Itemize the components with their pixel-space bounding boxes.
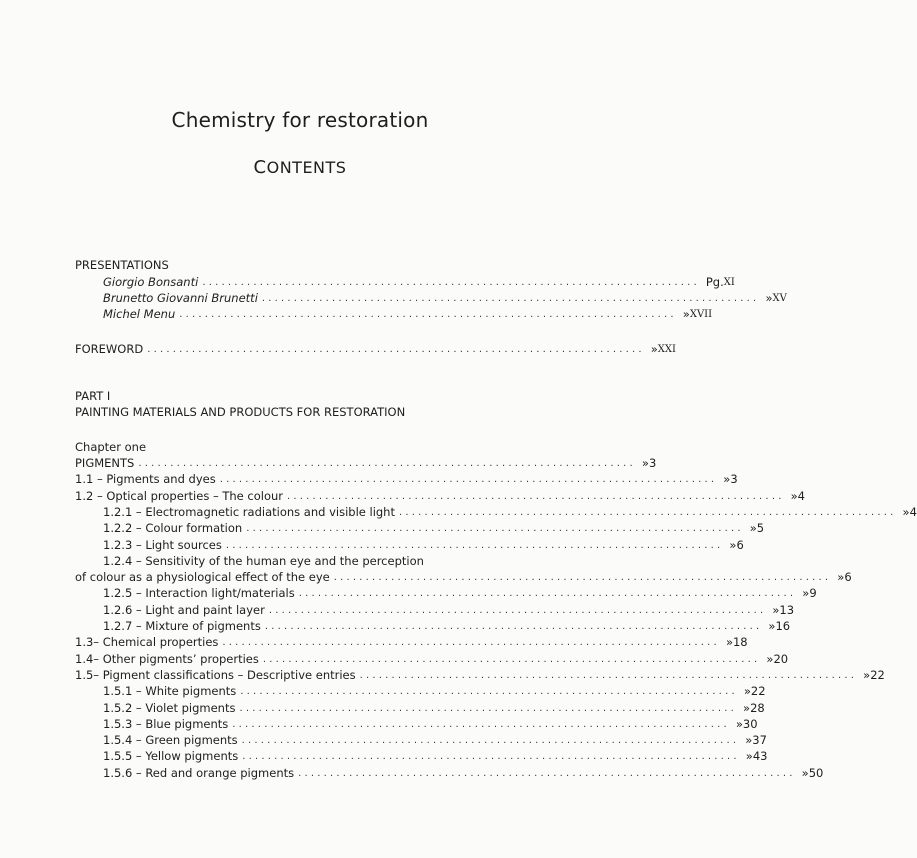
page-marker: » <box>863 668 871 682</box>
dot-leader: .............................................................................. <box>264 621 763 632</box>
toc-entry-page: 9 <box>809 586 817 600</box>
toc-entry-label: 1.5.1 – White pigments <box>103 684 237 698</box>
toc-entry-label: FOREWORD <box>75 342 144 356</box>
contents-heading <box>0 157 600 178</box>
toc-entry-page: 4 <box>797 489 805 503</box>
toc-entry-label: 1.5.3 – Blue pigments <box>103 717 229 731</box>
chapter-label: Chapter one <box>75 440 147 454</box>
dot-leader: .............................................................................. <box>147 344 645 355</box>
page-marker: » <box>766 652 774 666</box>
toc-entry-label: 1.2.1 – Electromagnetic radiations and visible light <box>103 505 395 519</box>
toc-row[interactable] <box>103 521 765 536</box>
toc-row[interactable] <box>75 489 805 504</box>
toc-entry-page: 22 <box>750 684 766 698</box>
dot-leader: .............................................................................. <box>232 719 730 730</box>
toc-entry-label: 1.3– Chemical properties <box>75 635 219 649</box>
toc-row[interactable] <box>75 570 852 585</box>
toc-entry-label: 1.2.6 – Light and paint layer <box>103 603 265 617</box>
toc-row[interactable] <box>103 749 768 764</box>
toc-entry-label: 1.5– Pigment classifications – Descriptive entries <box>75 668 356 682</box>
toc-row[interactable] <box>103 766 824 781</box>
toc-entry-page: 22 <box>870 668 885 682</box>
toc-entry-page: 6 <box>736 538 744 552</box>
dot-leader: .............................................................................. <box>222 637 720 648</box>
toc-entry-page: XXI <box>657 344 676 355</box>
toc-row[interactable] <box>103 619 791 634</box>
toc-entry-page: XI <box>723 277 735 288</box>
page-marker: » <box>768 619 776 633</box>
toc-entry-label: 1.2 – Optical properties – The colour <box>75 489 284 503</box>
page-marker: » <box>745 733 753 747</box>
toc-entry-page: 16 <box>775 619 791 633</box>
page-marker: » <box>745 749 753 763</box>
toc-row[interactable] <box>103 554 523 569</box>
toc-entry-label: 1.5.5 – Yellow pigments <box>103 749 239 763</box>
page-marker: Pg. <box>705 275 724 289</box>
dot-leader: .............................................................................. <box>246 523 744 534</box>
toc-entry-page: 6 <box>844 570 852 584</box>
toc-entry-page: 13 <box>779 603 795 617</box>
toc-entry-label: 1.5.6 – Red and orange pigments <box>103 766 295 780</box>
page-marker: » <box>735 717 743 731</box>
page-marker: » <box>743 701 751 715</box>
toc-row[interactable] <box>103 538 744 553</box>
toc-row-foreword[interactable] <box>75 342 676 357</box>
toc-entry-page: XVII <box>689 309 713 320</box>
page-marker: » <box>801 766 809 780</box>
page-marker: » <box>743 684 751 698</box>
toc-row[interactable] <box>75 635 748 650</box>
toc-row[interactable] <box>103 603 795 618</box>
page-marker: » <box>723 472 731 486</box>
toc-entry-page: 5 <box>756 521 765 535</box>
dot-leader: .............................................................................. <box>241 735 740 746</box>
page-marker: » <box>641 456 649 470</box>
toc-row-presentation-2[interactable] <box>103 291 787 306</box>
dot-leader: .............................................................................. <box>298 768 796 779</box>
dot-leader: .............................................................................. <box>138 458 636 469</box>
dot-leader: .............................................................................. <box>262 654 761 665</box>
toc-entry-page: 20 <box>773 652 789 666</box>
toc-entry-page: XV <box>772 293 787 304</box>
toc-row[interactable] <box>75 472 738 487</box>
dot-leader: .............................................................................. <box>287 491 785 502</box>
toc-entry-label: Michel Menu <box>103 307 176 321</box>
toc-entry-label: 1.2.5 – Interaction light/materials <box>103 586 295 600</box>
toc-entry-page: 3 <box>730 472 738 486</box>
dot-leader: .............................................................................. <box>219 474 718 485</box>
toc-entry-page: 28 <box>750 701 765 715</box>
dot-leader: .............................................................................. <box>239 703 738 714</box>
page-marker: » <box>749 521 757 535</box>
toc-row[interactable] <box>75 652 789 667</box>
toc-row[interactable] <box>75 668 885 683</box>
page-marker: » <box>729 538 737 552</box>
page-marker: » <box>837 570 845 584</box>
toc-entry-label: Giorgio Bonsanti <box>103 275 199 289</box>
toc-row[interactable] <box>103 701 765 716</box>
page-title: Chemistry for restoration <box>171 108 429 132</box>
dot-leader: .............................................................................. <box>333 572 832 583</box>
toc-entry-label: 1.2.3 – Light sources <box>103 538 222 552</box>
dot-leader: .............................................................................. <box>261 293 760 304</box>
toc-entry-label: PIGMENTS <box>75 456 135 470</box>
part-title: PAINTING MATERIALS AND PRODUCTS FOR RESTORATION <box>75 405 406 419</box>
toc-entry-page: 3 <box>648 456 657 470</box>
page-marker: » <box>772 603 780 617</box>
page-marker: » <box>650 342 658 356</box>
page-marker: » <box>765 291 773 305</box>
toc-entry-page: 50 <box>808 766 824 780</box>
page-marker: » <box>802 586 810 600</box>
toc-entry-label: 1.5.4 – Green pigments <box>103 733 238 747</box>
contents-heading-initial: C <box>253 157 267 178</box>
toc-entry-label: 1.4– Other pigments’ properties <box>75 652 259 666</box>
toc-entry-label: 1.5.2 – Violet pigments <box>103 701 236 715</box>
dot-leader: .............................................................................. <box>398 507 897 518</box>
toc-entry-page: 43 <box>752 749 768 763</box>
page-marker: » <box>902 505 910 519</box>
toc-entry-page: 37 <box>752 733 767 747</box>
toc-entry-page: 18 <box>732 635 748 649</box>
toc-row[interactable] <box>75 456 657 471</box>
toc-entry-label: 1.1 – Pigments and dyes <box>75 472 216 486</box>
page-marker: » <box>790 489 798 503</box>
page-marker: » <box>682 307 690 321</box>
dot-leader: .............................................................................. <box>242 751 740 762</box>
toc-row[interactable] <box>103 586 817 601</box>
dot-leader: .............................................................................. <box>179 309 677 320</box>
toc-row[interactable] <box>103 733 767 748</box>
toc-row-presentation-3[interactable] <box>103 307 713 322</box>
toc-row[interactable] <box>103 684 766 699</box>
toc-row[interactable] <box>103 505 917 520</box>
toc-entry-page: 30 <box>742 717 758 731</box>
dot-leader: .............................................................................. <box>225 540 724 551</box>
toc-row-presentation-1[interactable] <box>103 275 735 290</box>
toc-entry-label: Brunetto Giovanni Brunetti <box>103 291 258 305</box>
toc-entry-page: 4 <box>909 505 917 519</box>
contents-heading-rest: ONTENTS <box>266 158 347 177</box>
part-label: PART I <box>75 389 111 403</box>
page-marker: » <box>725 635 733 649</box>
toc-entry-label: 1.2.4 – Sensitivity of the human eye and the perception <box>103 554 424 568</box>
dot-leader: .............................................................................. <box>268 605 767 616</box>
dot-leader: .............................................................................. <box>298 588 797 599</box>
presentations-heading: PRESENTATIONS <box>75 258 169 272</box>
toc-entry-label: 1.2.7 – Mixture of pigments <box>103 619 261 633</box>
toc-entry-label: of colour as a physiological effect of the eye <box>75 570 330 584</box>
toc-row[interactable] <box>103 717 758 732</box>
toc-entry-label: 1.2.2 – Colour formation <box>103 521 243 535</box>
dot-leader: .............................................................................. <box>359 670 858 681</box>
dot-leader: .............................................................................. <box>240 686 738 697</box>
dot-leader: .............................................................................. <box>202 277 700 288</box>
